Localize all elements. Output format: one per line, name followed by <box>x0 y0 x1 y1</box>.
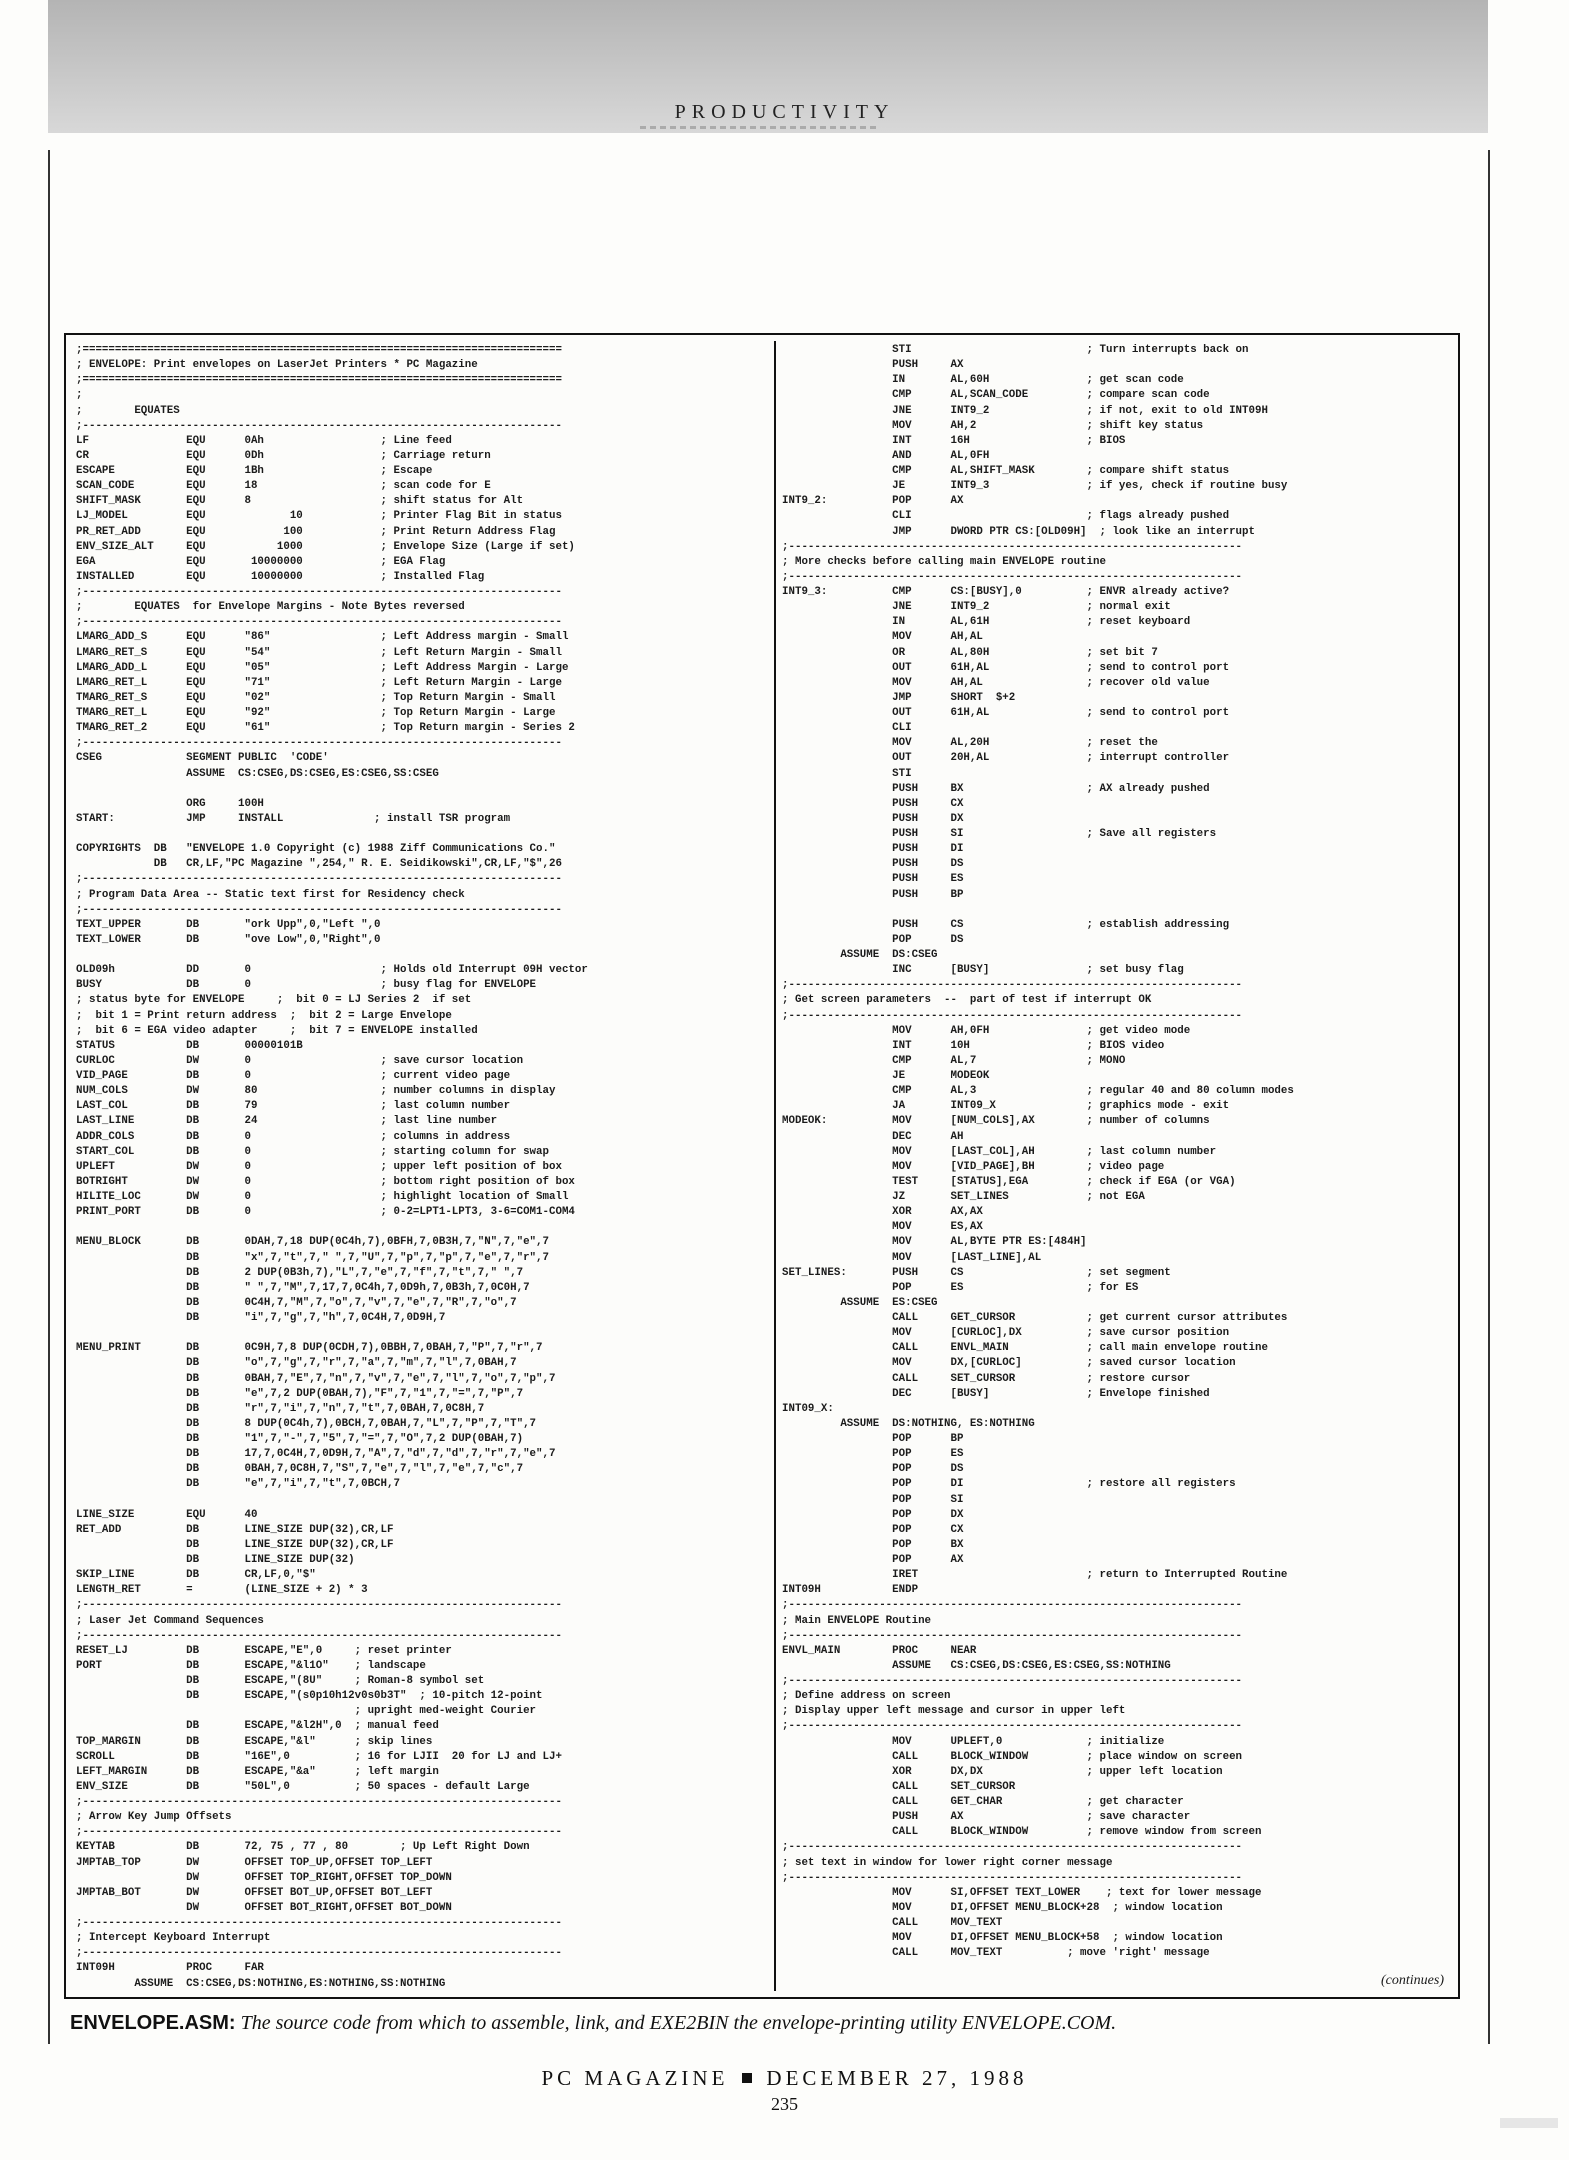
listing-caption <box>70 2012 1470 2035</box>
caption-text: The source code from which to assemble, link, and EXE2BIN the envelope-printing utility ENVELOPE.COM. <box>235 2012 1117 2034</box>
header-rule <box>640 126 880 129</box>
code-listing-box <box>64 333 1460 1999</box>
page-number: 235 <box>771 2094 798 2114</box>
page-frame-right <box>1488 150 1490 2044</box>
code-column-left <box>76 343 774 1990</box>
code-column-right <box>782 343 1456 1960</box>
magazine-name: PC MAGAZINE <box>541 2066 729 2090</box>
continues-note: (continues) <box>1381 1973 1444 1988</box>
code-text-right: STI ; Turn interrupts back on PUSH AX IN AL,60H ; get scan code CMP AL,SCAN_CODE ; compare scan code JNE INT9_2 ; if not, exit to old INT09H MOV AH,2 ; shift key status INT 16H ; BIOS AND AL,0FH CMP AL,SHIFT_MASK ; compare shift status JE INT9_3 ; if yes, check if routine busy INT9_2: POP AX CLI ; flags already pushed JMP DWORD PTR CS:[OLD09H] ; look like an interrupt ;---------------------------------------------------------------------- ; More checks before calling main ENVELOPE routine ;---------------------------------------------------------------------- INT9_3: CMP CS:[BUSY],0 ; ENVR already active? JNE INT9_2 ; normal exit IN AL,61H ; reset keyboard MOV AH,AL OR AL,80H ; set bit 7 OUT 61H,AL ; send to control port MOV AH,AL ; recover old value JMP SHORT $+2 OUT 61H,AL ; send to control port CLI MOV AL,20H ; reset the OUT 20H,AL ; interrupt controller STI PUSH BX ; AX already pushed PUSH CX PUSH DX PUSH SI ; Save all registers PUSH DI PUSH DS PUSH ES PUSH BP PUSH CS ; establish addressing POP DS ASSUME DS:CSEG INC [BUSY] ; set busy flag ;---------------------------------------------------------------------- ; Get screen parameters -- part of test if interrupt OK ;---------------------------------------------------------------------- MOV AH,0FH ; get video mode INT 10H ; BIOS video CMP AL,7 ; MONO JE MODEOK CMP AL,3 ; regular 40 and 80 column modes JA INT09_X ; graphics mode - exit MODEOK: MOV [NUM_COLS],AX ; number of columns DEC AH MOV [LAST_COL],AH ; last column number MOV [VID_PAGE],BH ; video page TEST [STATUS],EGA ; check if EGA (or VGA) JZ SET_LINES ; not EGA XOR AX,AX MOV ES,AX MOV AL,BYTE PTR ES:[484H] MOV [LAST_LINE],AL SET_LINES: PUSH CS ; set segment POP ES ; for ES ASSUME ES:CSEG CALL GET_CURSOR ; get current cursor attributes MOV [CURLOC],DX ; save cursor position CALL ENVL_MAIN ; call main envelope routine MOV DX,[CURLOC] ; saved cursor location CALL SET_CURSOR ; restore cursor DEC [BUSY] ; Envelope finished INT09_X: ASSUME DS:NOTHING, ES:NOTHING POP BP POP ES POP DS POP DI ; restore all registers POP SI POP DX POP CX POP BX POP AX IRET ; return to Interrupted Routine INT09H ENDP ;---------------------------------------------------------------------- ; Main ENVELOPE Routine ;---------------------------------------------------------------------- ENVL_MAIN PROC NEAR ASSUME CS:CSEG,DS:CSEG,ES:CSEG,SS:NOTHING ;---------------------------------------------------------------------- ; Define address on screen ; Display upper left message and cursor in upper left ;---------------------------------------------------------------------- MOV UPLEFT,0 ; initialize CALL BLOCK_WINDOW ; place window on screen XOR DX,DX ; upper left location CALL SET_CURSOR CALL GET_CHAR ; get character PUSH AX ; save character CALL BLOCK_WINDOW ; remove window from screen ;---------------------------------------------------------------------- ; set text in window for lower right corner message ;---------------------------------------------------------------------- MOV SI,OFFSET TEXT_LOWER ; text for lower message MOV DI,OFFSET MENU_BLOCK+28 ; window location CALL MOV_TEXT MOV DI,OFFSET MENU_BLOCK+58 ; window location CALL MOV_TEXT ; move 'right' message <box>782 344 1294 1960</box>
page-footer <box>0 2066 1569 2091</box>
caption-title: ENVELOPE.ASM: <box>70 2012 236 2034</box>
column-divider <box>774 341 776 1991</box>
scan-edge-mark <box>1500 2118 1558 2128</box>
issue-date: DECEMBER 27, 1988 <box>766 2066 1028 2090</box>
code-text-left: ;========================================================================== ; ENVELOPE: Print envelopes on LaserJet Printers * PC Magazine ;========================================================================== ; ; EQUATES ;-------------------------------------------------------------------------- LF EQU 0Ah ; Line feed CR EQU 0Dh ; Carriage return ESCAPE EQU 1Bh ; Escape SCAN_CODE EQU 18 ; scan code for E SHIFT_MASK EQU 8 ; shift status for Alt LJ_MODEL EQU 10 ; Printer Flag Bit in status PR_RET_ADD EQU 100 ; Print Return Address Flag ENV_SIZE_ALT EQU 1000 ; Envelope Size (Large if set) EGA EQU 10000000 ; EGA Flag INSTALLED EQU 10000000 ; Installed Flag ;-------------------------------------------------------------------------- ; EQUATES for Envelope Margins - Note Bytes reversed ;-------------------------------------------------------------------------- LMARG_ADD_S EQU "86" ; Left Address margin - Small LMARG_RET_S EQU "54" ; Left Return Margin - Small LMARG_ADD_L EQU "05" ; Left Address Margin - Large LMARG_RET_L EQU "71" ; Left Return Margin - Large TMARG_RET_S EQU "02" ; Top Return Margin - Small TMARG_RET_L EQU "92" ; Top Return Margin - Large TMARG_RET_2 EQU "61" ; Top Return margin - Series 2 ;-------------------------------------------------------------------------- CSEG SEGMENT PUBLIC 'CODE' ASSUME CS:CSEG,DS:CSEG,ES:CSEG,SS:CSEG ORG 100H START: JMP INSTALL ; install TSR program COPYRIGHTS DB "ENVELOPE 1.0 Copyright (c) 1988 Ziff Communications Co." DB CR,LF,"PC Magazine ",254," R. E. Seidikowski",CR,LF,"$",26 ;-------------------------------------------------------------------------- ; Program Data Area -- Static text first for Residency check ;-------------------------------------------------------------------------- TEXT_UPPER DB "ork Upp",0,"Left ",0 TEXT_LOWER DB "ove Low",0,"Right",0 OLD09h DD 0 ; Holds old Interrupt 09H vector BUSY DB 0 ; busy flag for ENVELOPE ; status byte for ENVELOPE ; bit 0 = LJ Series 2 if set ; bit 1 = Print return address ; bit 2 = Large Envelope ; bit 6 = EGA video adapter ; bit 7 = ENVELOPE installed STATUS DB 00000101B CURLOC DW 0 ; save cursor location VID_PAGE DB 0 ; current video page NUM_COLS DW 80 ; number columns in display LAST_COL DB 79 ; last column number LAST_LINE DB 24 ; last line number ADDR_COLS DB 0 ; columns in address START_COL DB 0 ; starting column for swap UPLEFT DW 0 ; upper left position of box BOTRIGHT DW 0 ; bottom right position of box HILITE_LOC DW 0 ; highlight location of Small PRINT_PORT DB 0 ; 0-2=LPT1-LPT3, 3-6=COM1-COM4 MENU_BLOCK DB 0DAH,7,18 DUP(0C4h,7),0BFH,7,0B3H,7,"N",7,"e",7 DB "x",7,"t",7," ",7,"U",7,"p",7,"p",7,"e",7,"r",7 DB 2 DUP(0B3h,7),"L",7,"e",7,"f",7,"t",7," ",7 DB " ",7,"M",7,17,7,0C4h,7,0D9h,7,0B3h,7,0C0H,7 DB 0C4H,7,"M",7,"o",7,"v",7,"e",7,"R",7,"o",7 DB "i",7,"g",7,"h",7,0C4H,7,0D9H,7 MENU_PRINT DB 0C9H,7,8 DUP(0CDH,7),0BBH,7,0BAH,7,"P",7,"r",7 DB "o",7,"g",7,"r",7,"a",7,"m",7,"l",7,0BAH,7 DB 0BAH,7,"E",7,"n",7,"v",7,"e",7,"l",7,"o",7,"p",7 DB "e",7,2 DUP(0BAH,7),"F",7,"1",7,"=",7,"P",7 DB "r",7,"i",7,"n",7,"t",7,0BAH,7,0C8H,7 DB 8 DUP(0C4h,7),0BCH,7,0BAH,7,"L",7,"P",7,"T",7 DB "1",7,"-",7,"5",7,"=",7,"O",7,2 DUP(0BAH,7) DB 17,7,0C4H,7,0D9H,7,"A",7,"d",7,"d",7,"r",7,"e",7 DB 0BAH,7,0C8H,7,"S",7,"e",7,"l",7,"e",7,"c",7 DB "e",7,"i",7,"t",7,0BCH,7 LINE_SIZE EQU 40 RET_ADD DB LINE_SIZE DUP(32),CR,LF DB LINE_SIZE DUP(32),CR,LF DB LINE_SIZE DUP(32) SKIP_LINE DB CR,LF,0,"$" LENGTH_RET = (LINE_SIZE + 2) * 3 ;-------------------------------------------------------------------------- ; Laser Jet Command Sequences ;-------------------------------------------------------------------------- RESET_LJ DB ESCAPE,"E",0 ; reset printer PORT DB ESCAPE,"&l1O" ; landscape DB ESCAPE,"(8U" ; Roman-8 symbol set DB ESCAPE,"(s0p10h12v0s0b3T" ; 10-pitch 12-point ; upright med-weight Courier DB ESCAPE,"&l2H",0 ; manual feed TOP_MARGIN DB ESCAPE,"&l" ; skip lines SCROLL DB "16E",0 ; 16 for LJII 20 for LJ and LJ+ LEFT_MARGIN DB ESCAPE,"&a" ; left margin ENV_SIZE DB "50L",0 ; 50 spaces - default Large ;-------------------------------------------------------------------------- ; Arrow Key Jump Offsets ;-------------------------------------------------------------------------- KEYTAB DB 72, 75 , 77 , 80 ; Up Left Right Down JMPTAB_TOP DW OFFSET TOP_UP,OFFSET TOP_LEFT DW OFFSET TOP_RIGHT,OFFSET TOP_DOWN JMPTAB_BOT DW OFFSET BOT_UP,OFFSET BOT_LEFT DW OFFSET BOT_RIGHT,OFFSET BOT_DOWN ;-------------------------------------------------------------------------- ; Intercept Keyboard Interrupt ;-------------------------------------------------------------------------- INT09H PROC FAR ASSUME CS:CSEG,DS:NOTHING,ES:NOTHING,SS:NOTHING <box>76 344 588 1990</box>
footer-separator <box>742 2073 752 2083</box>
section-label: PRODUCTIVITY <box>674 101 895 123</box>
page-frame-left <box>48 150 50 2044</box>
